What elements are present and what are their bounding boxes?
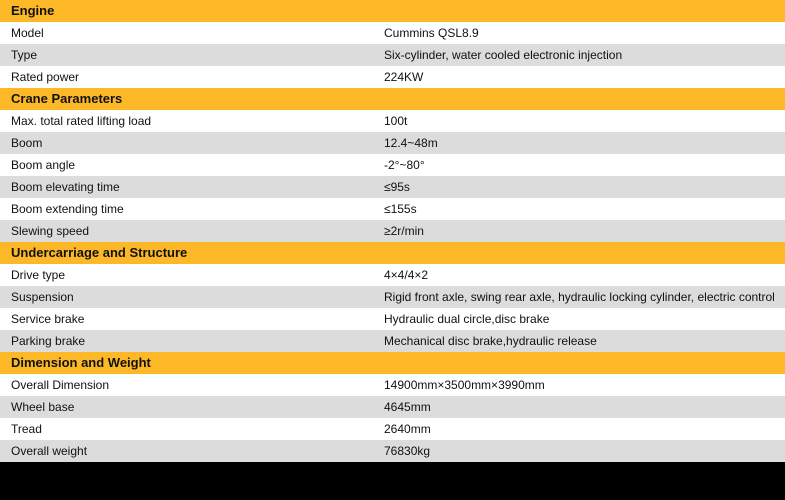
table-row: [0, 22, 785, 44]
section-header: [0, 352, 785, 374]
spec-value: Six-cylinder, water cooled electronic injection: [384, 48, 623, 62]
spec-value: 4645mm: [384, 400, 431, 414]
section-title: Crane Parameters: [11, 91, 123, 106]
spec-label: Type: [11, 48, 38, 62]
table-row: [0, 220, 785, 242]
spec-label: Overall Dimension: [11, 378, 110, 392]
table-row: [0, 418, 785, 440]
table-row: [0, 440, 785, 462]
spec-value: 14900mm×3500mm×3990mm: [384, 378, 545, 392]
table-row: [0, 66, 785, 88]
spec-label: Boom angle: [11, 158, 76, 172]
spec-value: 12.4~48m: [384, 136, 438, 150]
spec-label: Wheel base: [11, 400, 75, 414]
spec-label: Service brake: [11, 312, 85, 326]
spec-value: -2°~80°: [384, 158, 425, 172]
spec-label: Slewing speed: [11, 224, 90, 238]
spec-label: Model: [11, 26, 44, 40]
section-header: [0, 0, 785, 22]
table-row: [0, 154, 785, 176]
spec-value: ≤95s: [384, 180, 410, 194]
table-row: [0, 330, 785, 352]
table-row: [0, 176, 785, 198]
spec-label: Parking brake: [11, 334, 86, 348]
spec-label: Max. total rated lifting load: [11, 114, 152, 128]
table-row: [0, 264, 785, 286]
table-row: [0, 396, 785, 418]
spec-label: Overall weight: [11, 444, 88, 458]
table-row: [0, 374, 785, 396]
spec-value: Cummins QSL8.9: [384, 26, 479, 40]
section-title: Undercarriage and Structure: [11, 245, 188, 260]
table-row: [0, 110, 785, 132]
spec-label: Rated power: [11, 70, 80, 84]
spec-label: Boom elevating time: [11, 180, 120, 194]
spec-value: Rigid front axle, swing rear axle, hydraulic locking cylinder, electric control: [384, 290, 775, 304]
table-row: [0, 198, 785, 220]
spec-label: Tread: [11, 422, 42, 436]
section-header: [0, 242, 785, 264]
section-header: [0, 88, 785, 110]
spec-value: 2640mm: [384, 422, 431, 436]
spec-value: ≤155s: [384, 202, 417, 216]
spec-value: 76830kg: [384, 444, 431, 458]
table-row: [0, 308, 785, 330]
spec-value: 224KW: [384, 70, 424, 84]
table-row: [0, 44, 785, 66]
spec-label: Boom: [11, 136, 43, 150]
section-title: Engine: [11, 3, 55, 18]
spec-value: 100t: [384, 114, 408, 128]
spec-value: ≥2r/min: [384, 224, 424, 238]
table-row: [0, 132, 785, 154]
spec-label: Boom extending time: [11, 202, 124, 216]
spec-value: 4×4/4×2: [384, 268, 429, 282]
spec-value: Mechanical disc brake,hydraulic release: [384, 334, 597, 348]
section-title: Dimension and Weight: [11, 355, 151, 370]
spec-label: Drive type: [11, 268, 66, 282]
spec-value: Hydraulic dual circle,disc brake: [384, 312, 550, 326]
spec-label: Suspension: [11, 290, 74, 304]
table-row: [0, 286, 785, 308]
